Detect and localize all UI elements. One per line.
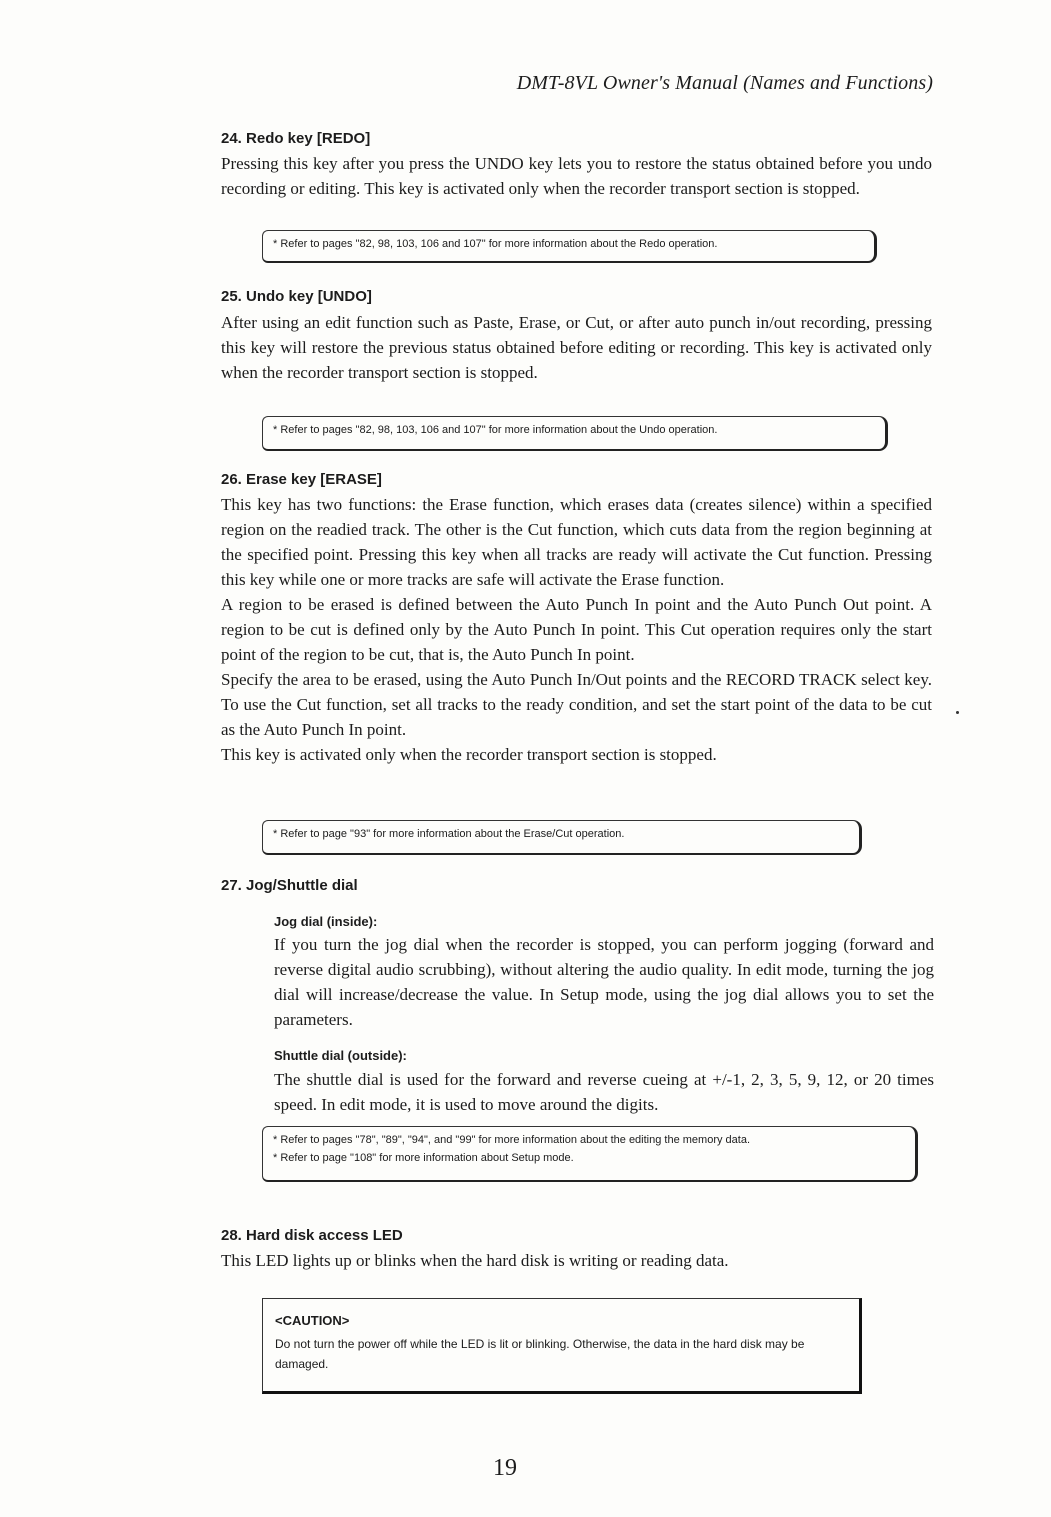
note-line: * Refer to pages "82, 98, 103, 106 and 107" for more information about the Undo operation. bbox=[273, 424, 718, 436]
paragraph: This LED lights up or blinks when the hard disk is writing or reading data. bbox=[221, 1251, 729, 1270]
running-header: DMT-8VL Owner's Manual (Names and Functions) bbox=[516, 72, 933, 94]
section-title-redo: 24. Redo key [REDO] bbox=[221, 130, 371, 147]
section-body-hdd-led bbox=[221, 1248, 932, 1273]
note-box-jog-shuttle bbox=[262, 1126, 918, 1182]
note-line: * Refer to pages "78", "89", "94", and "99" for more information about the editing the memory data. bbox=[273, 1134, 751, 1146]
note-box-undo bbox=[262, 416, 888, 451]
paragraph: Pressing this key after you press the UNDO key lets you to restore the status obtained before you undo recording or editing. This key is activated only when the recorder transport section is stopped. bbox=[221, 154, 932, 198]
section-body-redo bbox=[221, 151, 932, 201]
note-box-redo bbox=[262, 230, 877, 263]
subsection-body-shuttle: The shuttle dial is used for the forward and reverse cueing at +/-1, 2, 3, 5, 9, 12, or 20 times speed. In edit mode, it is used to move around the digits. bbox=[274, 1070, 934, 1114]
page-number: 19 bbox=[493, 1455, 517, 1481]
note-line: * Refer to page "108" for more information about Setup mode. bbox=[273, 1152, 574, 1164]
section-title-jog-shuttle: 27. Jog/Shuttle dial bbox=[221, 877, 358, 894]
subsection-title-shuttle: Shuttle dial (outside): bbox=[274, 1048, 407, 1063]
section-title-erase: 26. Erase key [ERASE] bbox=[221, 471, 382, 488]
scan-speck bbox=[956, 711, 959, 714]
caution-box bbox=[262, 1298, 862, 1394]
subsection-body-jog: If you turn the jog dial when the recorder is stopped, you can perform jogging (forward and reverse digital audio scrubbing), without altering the audio quality. In edit mode, turning the jog dial will increase/decrease the value. In Setup mode, using the jog dial allows you to set the parameters. bbox=[274, 935, 934, 1029]
paragraph: This key has two functions: the Erase function, which erases data (creates silence) within a specified region on the readied track. The other is the Cut function, which cuts data from the region beginning at the specified point. Pressing this key when all tracks are ready will activate the Cut function. Pressing this key while one or more tracks are safe will activate the Erase function. bbox=[221, 495, 932, 589]
note-line: * Refer to page "93" for more information about the Erase/Cut operation. bbox=[273, 828, 625, 840]
subsection-title-jog: Jog dial (inside): bbox=[274, 914, 378, 929]
section-body-undo bbox=[221, 310, 932, 385]
section-title-undo: 25. Undo key [UNDO] bbox=[221, 288, 372, 305]
note-line: * Refer to pages "82, 98, 103, 106 and 107" for more information about the Redo operation. bbox=[273, 238, 718, 250]
paragraph: After using an edit function such as Paste, Erase, or Cut, or after auto punch in/out recording, pressing this key will restore the previous status obtained before editing or recording. This key is activated only when the recorder transport section is stopped. bbox=[221, 313, 932, 382]
caution-title: <CAUTION> bbox=[275, 1313, 350, 1328]
paragraph: Specify the area to be erased, using the Auto Punch In/Out points and the RECORD TRACK select key. To use the Cut function, set all tracks to the ready condition, and set the start point of the data to be cut as the Auto Punch In point. bbox=[221, 670, 932, 739]
paragraph: A region to be erased is defined between the Auto Punch In point and the Auto Punch Out point. A region to be cut is defined only by the Auto Punch In point. This Cut operation requires only the start point of the region to be cut, that is, the Auto Punch In point. bbox=[221, 595, 932, 664]
section-body-erase bbox=[221, 492, 932, 767]
section-title-hdd-led: 28. Hard disk access LED bbox=[221, 1227, 403, 1244]
caution-text: Do not turn the power off while the LED is lit or blinking. Otherwise, the data in the hard disk may be damaged. bbox=[275, 1337, 805, 1371]
note-box-erase bbox=[262, 820, 862, 855]
paragraph: This key is activated only when the recorder transport section is stopped. bbox=[221, 745, 717, 764]
